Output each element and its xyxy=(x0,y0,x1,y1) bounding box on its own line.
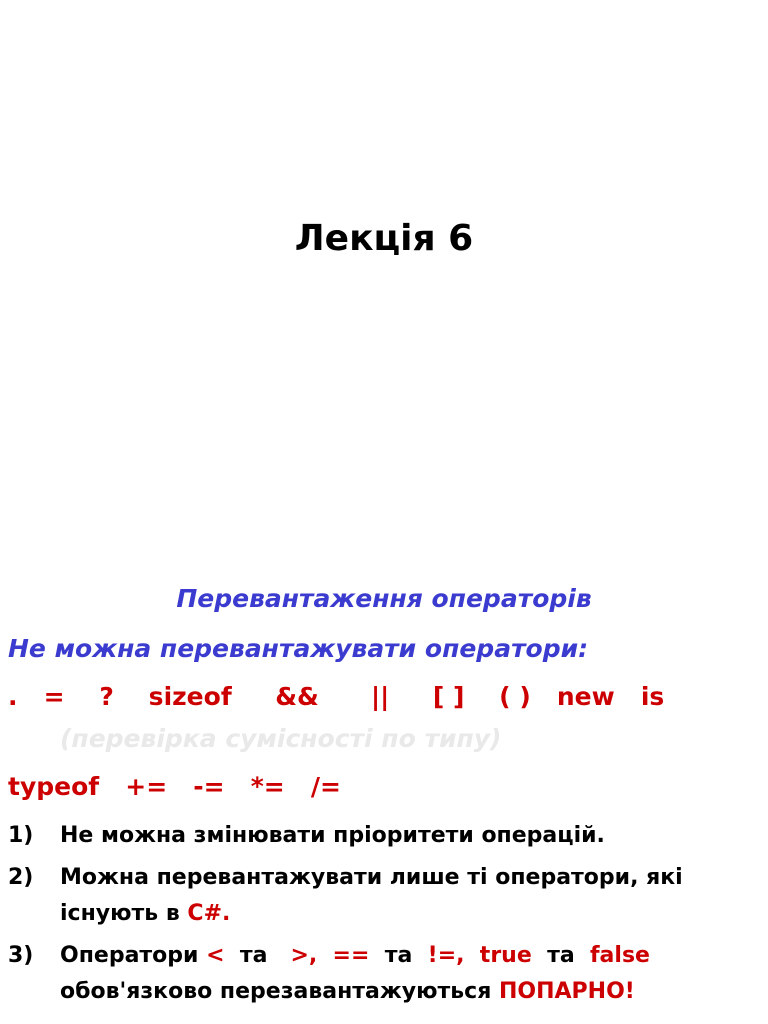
emphasis-highlight: ПОПАРНО! xyxy=(499,979,635,1004)
non-overloadable-operators-line2: typeof += -= *= /= xyxy=(8,772,341,801)
list-item xyxy=(8,860,748,932)
operator-highlight: false xyxy=(589,943,650,968)
text-part: та xyxy=(369,943,428,968)
text-part: та xyxy=(531,943,590,968)
operator-highlight: >, == xyxy=(282,943,370,968)
section-heading: Перевантаження операторів xyxy=(176,584,592,613)
lecture-title: Лекція 6 xyxy=(294,218,474,259)
text-part: та xyxy=(224,943,283,968)
list-item-text-main: Можна перевантажувати лише ті оператори, які існують в xyxy=(60,865,683,926)
list-item xyxy=(8,818,748,854)
rules-list xyxy=(8,818,748,1016)
list-item-text xyxy=(60,938,748,1010)
cannot-overload-label: Не можна перевантажувати оператори: xyxy=(8,634,589,663)
text-part: Оператори xyxy=(60,943,207,968)
list-item-number: 1) xyxy=(8,823,34,848)
text-part: обов'язково перезавантажуються xyxy=(60,979,499,1004)
operators-note: (перевірка сумісності по типу) xyxy=(60,724,502,753)
operator-highlight: !=, true xyxy=(427,943,532,968)
non-overloadable-operators-line1: . = ? sizeof && || [ ] ( ) new is xyxy=(8,682,665,711)
list-item-text: Не можна змінювати пріоритети операцій. xyxy=(60,823,605,848)
list-item xyxy=(8,938,748,1010)
list-item-text-highlight: C#. xyxy=(187,901,231,926)
list-item-number: 2) xyxy=(8,865,34,890)
list-item-number: 3) xyxy=(8,943,34,968)
operator-highlight: < xyxy=(206,943,225,968)
list-item-text xyxy=(60,860,748,932)
